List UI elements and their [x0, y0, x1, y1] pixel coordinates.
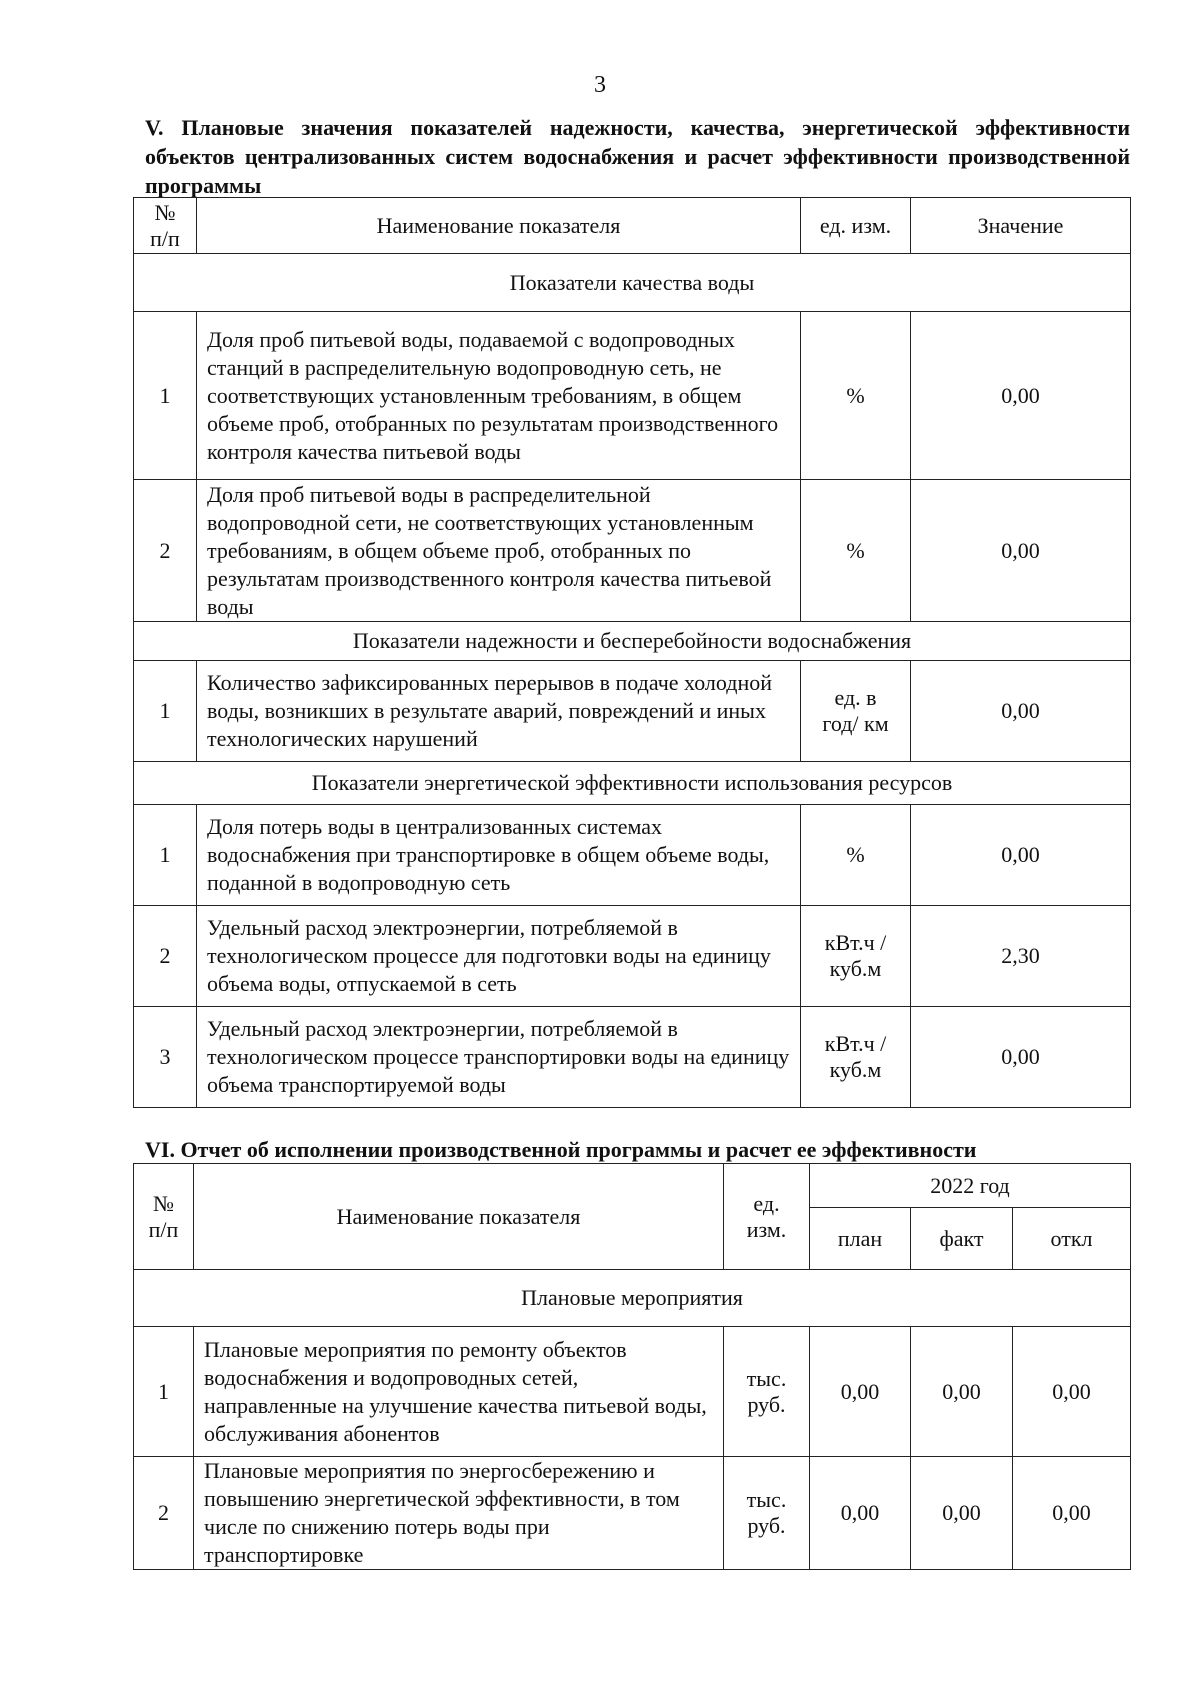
header-name: Наименование показателя [194, 1164, 724, 1270]
row-num: 1 [134, 1327, 194, 1457]
group-title-water-quality: Показатели качества воды [134, 254, 1131, 312]
row-plan: 0,00 [810, 1457, 911, 1570]
program-report-table [133, 1163, 1131, 1570]
group-row [134, 254, 1131, 312]
row-unit: % [801, 480, 911, 622]
row-unit: ед. в год/ км [801, 661, 911, 762]
table-header-row [134, 198, 1131, 254]
header-plan: план [810, 1208, 911, 1270]
row-unit: тыс. руб. [724, 1327, 810, 1457]
section-5-heading: V. Плановые значения показателей надежности, качества, энергетической эффективности объектов централизованных систем водоснабжения и расчет эффективности производственной программы [145, 115, 1130, 198]
row-name: Доля потерь воды в централизованных системах водоснабжения при транспортировке в общем объеме воды, поданной в водопроводную сеть [197, 805, 801, 906]
table-row [134, 1327, 1131, 1457]
row-num: 1 [134, 312, 197, 480]
row-num: 1 [134, 805, 197, 906]
group-row [134, 622, 1131, 661]
row-unit: % [801, 312, 911, 480]
row-num: 2 [134, 1457, 194, 1570]
row-name: Плановые мероприятия по энергосбережению и повышению энергетической эффективности, в том числе по снижению потерь воды при транспортировке [194, 1457, 724, 1570]
header-num: № п/п [134, 1164, 194, 1270]
row-name: Доля проб питьевой воды, подаваемой с водопроводных станций в распределительную водопроводную сеть, не соответствующих установленным требованиям, в общем объеме проб, отобранных по результатам производственного контроля качества питьевой воды [197, 312, 801, 480]
row-name: Удельный расход электроэнергии, потребляемой в технологическом процессе для подготовки воды на единицу объема воды, отпускаемой в сеть [197, 906, 801, 1007]
group-title-planned-measures: Плановые мероприятия [134, 1270, 1131, 1327]
table-row [134, 312, 1131, 480]
row-num: 2 [134, 480, 197, 622]
header-unit: ед. изм. [801, 198, 911, 254]
header-name: Наименование показателя [197, 198, 801, 254]
row-name: Количество зафиксированных перерывов в подаче холодной воды, возникших в результате аварий, повреждений и иных технологических нарушений [197, 661, 801, 762]
table-row [134, 1007, 1131, 1108]
row-num: 3 [134, 1007, 197, 1108]
row-plan: 0,00 [810, 1327, 911, 1457]
row-unit: % [801, 805, 911, 906]
row-name: Удельный расход электроэнергии, потребляемой в технологическом процессе транспортировки воды на единицу объема транспортируемой воды [197, 1007, 801, 1108]
group-title-energy-efficiency: Показатели энергетической эффективности использования ресурсов [134, 762, 1131, 805]
table-row [134, 661, 1131, 762]
header-value: Значение [911, 198, 1131, 254]
header-year: 2022 год [810, 1164, 1131, 1208]
row-deviation: 0,00 [1013, 1327, 1131, 1457]
row-value: 0,00 [911, 1007, 1131, 1108]
indicators-table [133, 197, 1131, 1108]
row-value: 2,30 [911, 906, 1131, 1007]
row-num: 1 [134, 661, 197, 762]
group-row [134, 1270, 1131, 1327]
table-row [134, 1457, 1131, 1570]
row-fact: 0,00 [911, 1327, 1013, 1457]
group-row [134, 762, 1131, 805]
row-value: 0,00 [911, 480, 1131, 622]
row-unit: тыс. руб. [724, 1457, 810, 1570]
row-value: 0,00 [911, 312, 1131, 480]
row-unit: кВт.ч / куб.м [801, 906, 911, 1007]
header-fact: факт [911, 1208, 1013, 1270]
row-deviation: 0,00 [1013, 1457, 1131, 1570]
header-unit: ед. изм. [724, 1164, 810, 1270]
table-row [134, 805, 1131, 906]
header-deviation: откл [1013, 1208, 1131, 1270]
row-unit: кВт.ч / куб.м [801, 1007, 911, 1108]
page-number: 3 [594, 72, 606, 98]
header-num: № п/п [134, 198, 197, 254]
row-value: 0,00 [911, 805, 1131, 906]
row-value: 0,00 [911, 661, 1131, 762]
row-num: 2 [134, 906, 197, 1007]
table-header-row [134, 1164, 1131, 1208]
row-name: Плановые мероприятия по ремонту объектов водоснабжения и водопроводных сетей, направленные на улучшение качества питьевой воды, обслуживания абонентов [194, 1327, 724, 1457]
row-name: Доля проб питьевой воды в распределительной водопроводной сети, не соответствующих установленным требованиям, в общем объеме проб, отобранных по результатам производственного контроля качества питьевой воды [197, 480, 801, 622]
section-6-heading: VI. Отчет об исполнении производственной программы и расчет ее эффективности [145, 1137, 977, 1162]
group-title-reliability: Показатели надежности и бесперебойности водоснабжения [134, 622, 1131, 661]
table-row [134, 480, 1131, 622]
table-row [134, 906, 1131, 1007]
row-fact: 0,00 [911, 1457, 1013, 1570]
